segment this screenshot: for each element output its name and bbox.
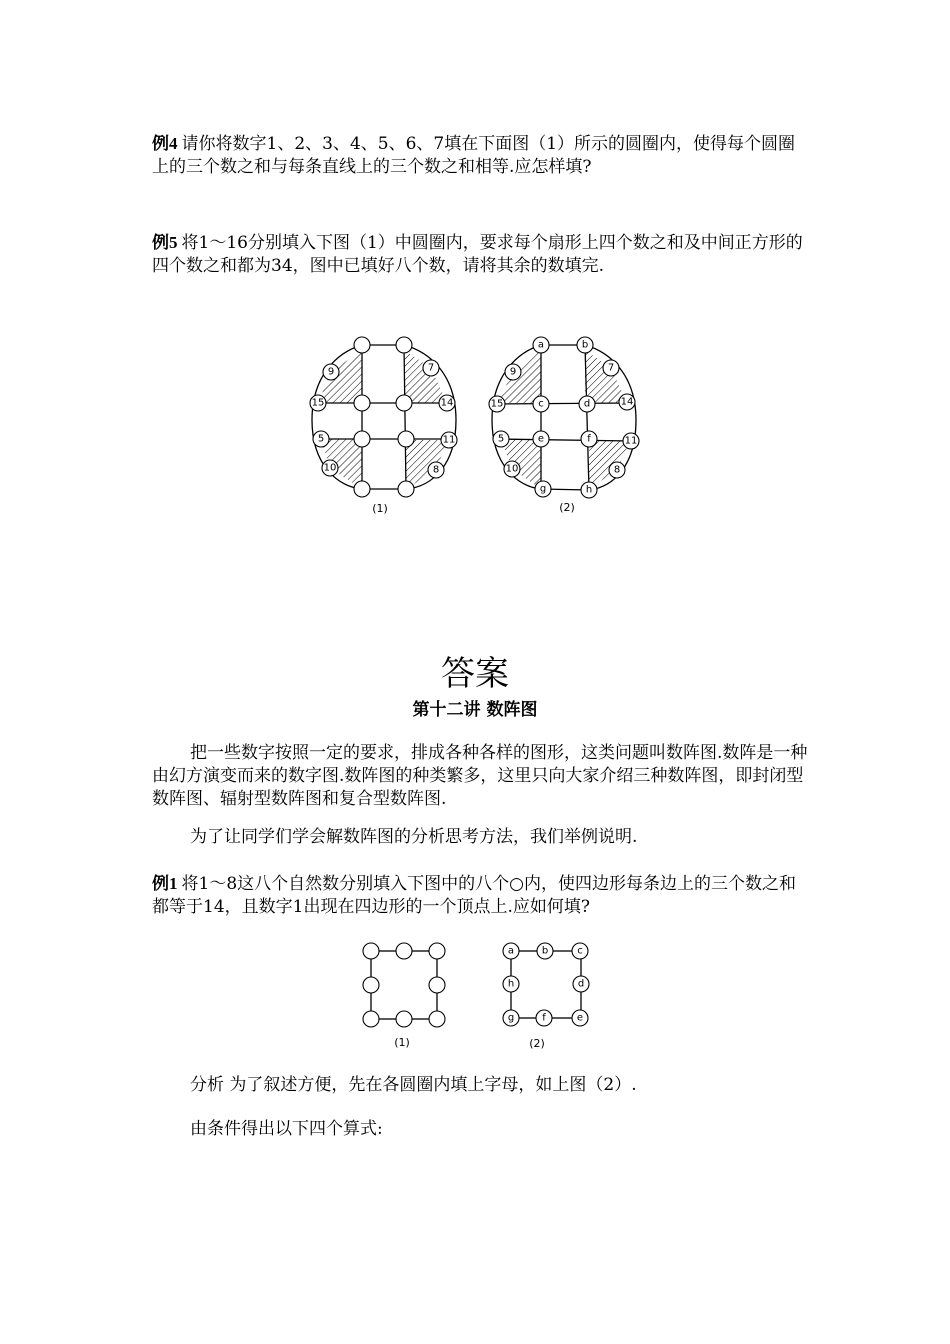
letter-g: g: [539, 483, 547, 495]
given-number-5: 5: [317, 433, 325, 445]
given-number-14-copy: 14: [620, 396, 634, 408]
example-5-text: 将1～16分别填入下图（1）中圆圈内，要求每个扇形上四个数之和及中间正方形的四个数之和都为34，图中已填好八个数，请将其余的数填完.: [152, 233, 803, 276]
given-number-9: 9: [327, 366, 335, 378]
letter-a: a: [537, 339, 545, 351]
intro-paragraph-2: 为了让同学们学会解数阵图的分析思考方法，我们举例说明.: [190, 827, 638, 847]
given-number-8-copy: 8: [613, 464, 621, 476]
letter-d: d: [583, 398, 591, 410]
example-1: [152, 872, 812, 919]
figure-1-diagram-1: [363, 943, 445, 1049]
figure-1-diagram-2: [503, 943, 589, 1050]
answer-title: 答案: [441, 654, 509, 694]
given-number-5-copy: 5: [497, 433, 505, 445]
example-5-figure: [300, 330, 660, 520]
example-5-label: 例5: [152, 233, 178, 252]
example-1-text: 将1～8这八个自然数分别填入下图中的八个○内，使四边形每条边上的三个数之和都等于14，且数字1出现在四边形的一个顶点上.应如何填?: [152, 874, 796, 917]
lecture-title: 第十二讲 数阵图: [412, 700, 538, 720]
given-number-15-copy: 15: [490, 398, 504, 410]
given-number-10-copy: 10: [505, 463, 519, 475]
analysis-paragraph: 分析 为了叙述方便，先在各圆圈内填上字母，如上图（2）.: [190, 1075, 637, 1095]
given-number-11: 11: [442, 434, 456, 446]
letter-g: g: [507, 1012, 515, 1024]
intro-paragraph: 把一些数字按照一定的要求，排成各种各样的图形，这类问题叫数阵图.数阵是一种由幻方演变而来的数字图.数阵图的种类繁多，这里只向大家介绍三种数阵图，即封闭型数阵图、辐射型数阵图和复合型数阵图.: [152, 743, 808, 809]
letter-f: f: [542, 1012, 546, 1024]
letter-a: a: [507, 945, 515, 957]
given-number-15: 15: [311, 397, 325, 409]
figure-1-caption-2: (2): [529, 1037, 545, 1050]
given-number-14: 14: [440, 397, 454, 409]
letter-f: f: [587, 433, 591, 445]
given-number-9-copy: 9: [509, 366, 517, 378]
given-number-10: 10: [323, 462, 337, 474]
figure-5-caption-2: (2): [559, 501, 575, 514]
letter-b: b: [581, 339, 589, 351]
given-number-11-copy: 11: [624, 435, 638, 447]
figure-5-diagram-2: [489, 337, 639, 514]
letter-b: b: [541, 945, 549, 957]
figure-1-caption-1: (1): [394, 1036, 410, 1049]
given-number-7: 7: [427, 362, 435, 374]
example-4-label: 例4: [152, 134, 178, 153]
letter-c: c: [538, 398, 544, 410]
letter-e: e: [576, 1012, 584, 1024]
given-number-8: 8: [432, 464, 440, 476]
letter-c: c: [577, 945, 583, 957]
example-1-label: 例1: [152, 874, 178, 893]
given-number-7-copy: 7: [607, 362, 615, 374]
example-4: [152, 132, 812, 179]
figure-5-caption-1: (1): [372, 502, 388, 515]
example-1-figure: [350, 935, 600, 1055]
letter-e: e: [537, 433, 545, 445]
example-5: [152, 231, 812, 278]
condition-paragraph: 由条件得出以下四个算式:: [190, 1119, 383, 1139]
letter-d: d: [577, 978, 585, 990]
letter-h: h: [585, 484, 593, 496]
example-4-text: 请你将数字1、2、3、4、5、6、7填在下面图（1）所示的圆圈内，使得每个圆圈上的三个数之和与每条直线上的三个数之和相等.应怎样填?: [152, 134, 796, 177]
letter-h: h: [507, 978, 515, 990]
figure-5-diagram-1: [310, 337, 457, 515]
